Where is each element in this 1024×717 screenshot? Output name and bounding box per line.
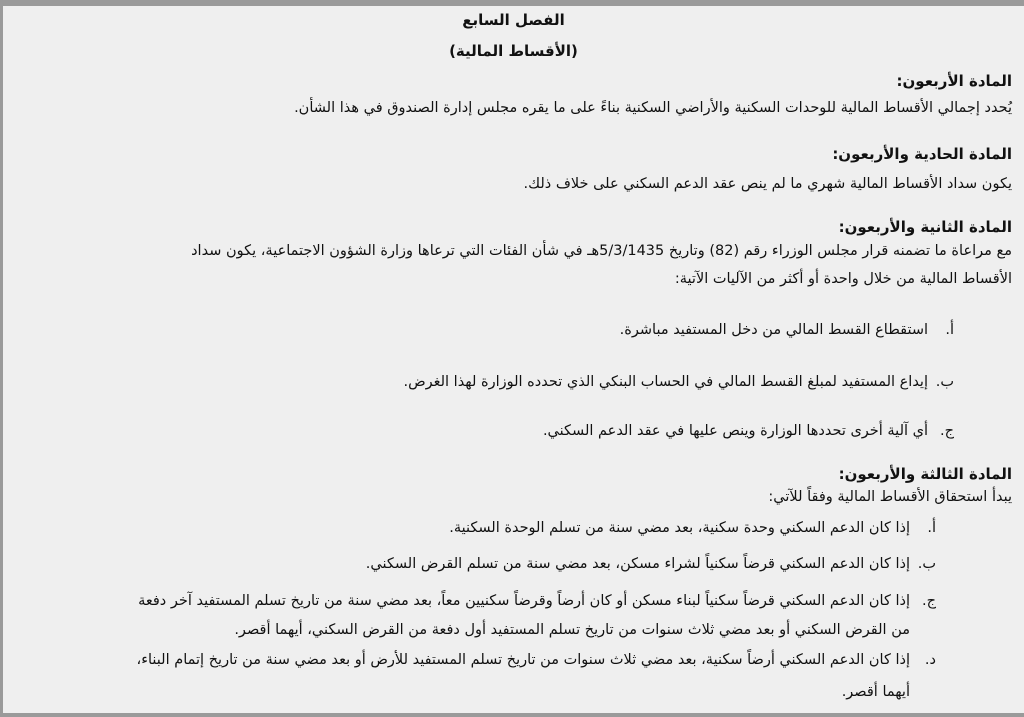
article-43-item	[449, 518, 936, 538]
article-40-heading: المادة الأربعون:	[896, 72, 1012, 90]
item-marker: ب.	[917, 556, 936, 572]
article-42-item	[620, 320, 954, 340]
item-text: إيداع المستفيد لمبلغ القسط المالي في الحساب البنكي الذي تحدده الوزارة لهذا الغرض.	[403, 374, 928, 390]
item-marker: ب.	[935, 374, 954, 390]
item-text: إذا كان الدعم السكني قرضاً سكنياً لشراء مسكن، بعد مضي سنة من تسلم القرض السكني.	[365, 556, 910, 572]
item-text: إذا كان الدعم السكني قرضاً سكنياً لبناء مسكن أو كان أرضاً وقرضاً سكنيين معاً، بعد مضي سنة من تاريخ تسلم المستفيد آخر دفعة	[138, 593, 910, 609]
article-42-heading: المادة الثانية والأربعون:	[838, 218, 1012, 236]
article-42-text-line1: مع مراعاة ما تضمنه قرار مجلس الوزراء رقم (82) وتاريخ 5/3/1435هـ في شأن الفئات التي ترعاها وزارة الشؤون الاجتماعية، يكون سداد	[191, 243, 1012, 259]
article-43-item-continuation: من القرض السكني أو بعد مضي ثلاث سنوات من تاريخ تسلم المستفيد أول دفعة من القرض السكني، أيهما أقصر.	[234, 622, 910, 638]
item-text: إذا كان الدعم السكني أرضاً سكنية، بعد مضي ثلاث سنوات من تاريخ تسلم المستفيد للأرض أو بعد مضي سنة من تاريخ إتمام البناء،	[136, 652, 910, 668]
item-text: إذا كان الدعم السكني وحدة سكنية، بعد مضي سنة من تسلم الوحدة السكنية.	[449, 520, 910, 536]
article-42-item	[403, 372, 954, 392]
item-marker: ج.	[922, 593, 936, 609]
article-41-text: يكون سداد الأقساط المالية شهري ما لم ينص عقد الدعم السكني على خلاف ذلك.	[523, 176, 1012, 192]
article-43-item	[366, 554, 936, 574]
article-40-text: يُحدد إجمالي الأقساط المالية للوحدات السكنية والأراضي السكنية بناءً على ما يقره مجلس إدارة الصندوق في هذا الشأن.	[294, 100, 1012, 116]
item-text: استقطاع القسط المالي من دخل المستفيد مباشرة.	[619, 322, 928, 338]
chapter-title: الفصل السابع	[462, 11, 565, 29]
item-marker: ج.	[940, 423, 954, 439]
article-41-heading: المادة الحادية والأربعون:	[832, 145, 1012, 163]
item-marker: د.	[924, 652, 936, 668]
article-42-text-line2: الأقساط المالية من خلال واحدة أو أكثر من الآليات الآتية:	[674, 271, 1012, 287]
article-43-item	[137, 650, 936, 670]
article-43-item-continuation: أيهما أقصر.	[841, 684, 910, 700]
article-43-intro: يبدأ استحقاق الأقساط المالية وفقاً للآتي:	[768, 489, 1012, 505]
article-43-heading: المادة الثالثة والأربعون:	[838, 465, 1012, 483]
item-marker: أ.	[927, 520, 936, 536]
item-marker: أ.	[945, 322, 954, 338]
article-43-item	[138, 591, 936, 611]
chapter-subtitle: (الأقساط المالية)	[449, 42, 578, 60]
item-text: أي آلية أخرى تحددها الوزارة وينص عليها في عقد الدعم السكني.	[542, 423, 928, 439]
article-42-item	[543, 421, 954, 441]
document-page	[3, 6, 1024, 713]
